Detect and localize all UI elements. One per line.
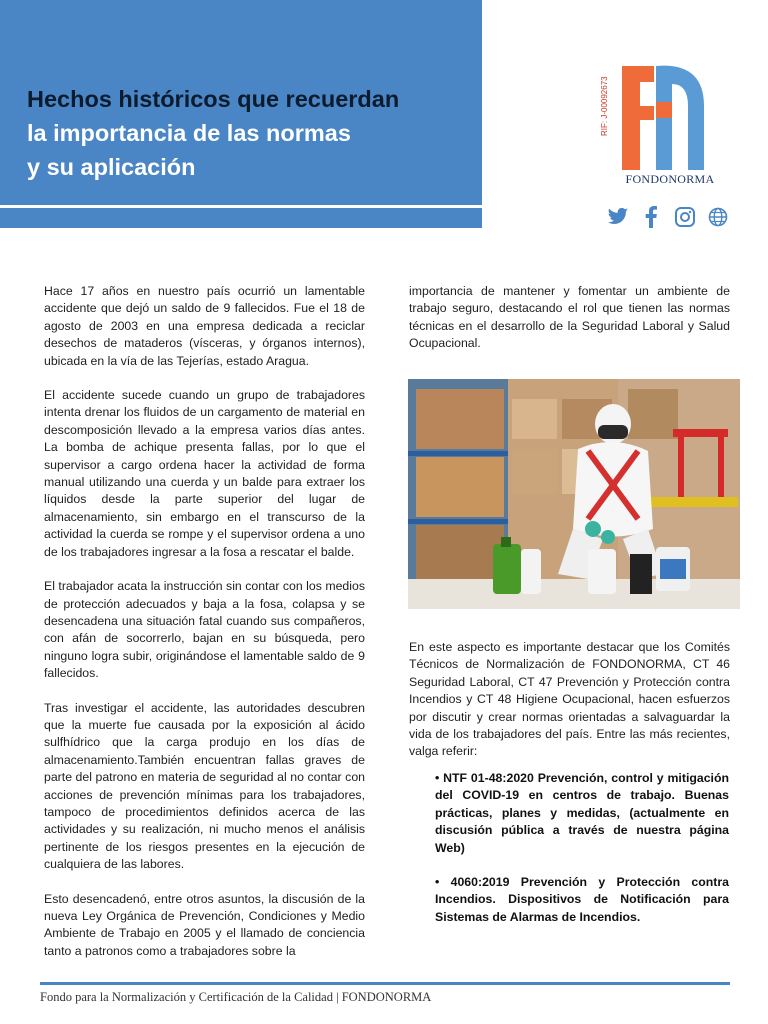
right-column-top <box>409 283 730 370</box>
safety-worker-photo <box>408 379 740 609</box>
paragraph: Tras investigar el accidente, las autoridades descubren que la muerte fue causada por la exposición al ácido sulfhídrico que la carga produjo en los días de almacenamiento.También encuentran fallas graves de parte del patrono en materia de seguridad al no contar con acciones de prevención mínimas para los trabajadores, tampoco de procedimientos definidos acerca de las actividades y su realización, ni mucho menos el análisis pertinente de los riesgos presentes en la ejecución de cualquiera de las labores. <box>44 700 365 872</box>
globe-icon[interactable] <box>706 205 730 229</box>
list-item: • 4060:2019 Prevención y Protección contra Incendios. Dispositivos de Notificación para Sistemas de Alarmas de Incendios. <box>435 875 729 924</box>
header-strip <box>0 208 482 228</box>
footer-divider <box>40 982 730 985</box>
title-line-2: la importancia de las normas <box>27 120 351 146</box>
paragraph: El trabajador acata la instrucción sin contar con los medios de protección adecuados y baja a la fosa, colapsa y se desencadena una situación fatal cuando sus compañeros, con afán de socorrerlo, bajan en su búsqueda, pero ninguno logra subir, originándose el lamentable saldo de 9 fallecidos. <box>44 579 365 681</box>
logo-name: FONDONORMA <box>625 172 715 186</box>
paragraph: El accidente sucede cuando un grupo de trabajadores intenta drenar los fluidos de un cargamento de material en descomposición llevado a la empresa varios días antes. La bomba de achique presenta fallas, por lo que el supervisor a cargo ordena hacer la actividad de forma manual utilizando una cuerda y un balde para extraer los líquidos desde la parte superior del lugar de almacenamiento, sin embargo en el transcurso de la actividad la cuerda se rompe y el supervisor ordena a uno de los trabajadores ingresar a la fosa a rescatar el balde. <box>44 388 365 559</box>
title-line-3: y su aplicación <box>27 154 196 180</box>
paragraph: Esto desencadenó, entre otros asuntos, la discusión de la nueva Ley Orgánica de Prevención, Condiciones y Medio Ambiente de Trabajo en 2005 y el llamado de conciencia tanto a patronos como a trabajadores sobre la <box>44 891 365 958</box>
twitter-icon[interactable] <box>606 205 630 229</box>
facebook-icon[interactable] <box>639 205 663 229</box>
logo-rif: RIF: J-00092673 <box>600 76 609 136</box>
footer-text: Fondo para la Normalización y Certificación de la Calidad | FONDONORMA <box>40 990 432 1004</box>
paragraph: En este aspecto es importante destacar que los Comités Técnicos de Normalización de FONDONORMA, CT 46 Seguridad Laboral, CT 47 Prevención y Protección contra Incendios y CT 48 Higiene Ocupacional, hacen esfuerzos por discutir y crear normas orientadas a salvaguardar la vida de los trabajadores del país. Entre las más recientes, valga referir: <box>409 640 730 759</box>
list-item: • NTF 01-48:2020 Prevención, control y mitigación del COVID-19 en centros de trabajo. Buenas prácticas, planes y medidas, (actualmente en discusión pública a través de nuestra página Web) <box>435 771 729 855</box>
left-column <box>44 283 365 977</box>
page-title <box>27 82 467 184</box>
right-column-bottom <box>409 639 730 778</box>
paragraph: importancia de mantener y fomentar un ambiente de trabajo seguro, destacando el rol que tienen las normas técnicas en el desarrollo de la Seguridad Laboral y Salud Ocupacional. <box>409 284 730 351</box>
standards-list <box>435 770 729 943</box>
instagram-icon[interactable] <box>673 205 697 229</box>
title-line-1: Hechos históricos que recuerdan <box>27 86 400 112</box>
paragraph: Hace 17 años en nuestro país ocurrió un lamentable accidente que dejó un saldo de 9 fallecidos. Fue el 18 de agosto de 2003 en una empresa dedicada a reciclar desechos de mataderos (vísceras, y órganos internos), ubicada en la vía de las Tejerías, estado Aragua. <box>44 284 365 368</box>
social-links <box>606 204 730 230</box>
